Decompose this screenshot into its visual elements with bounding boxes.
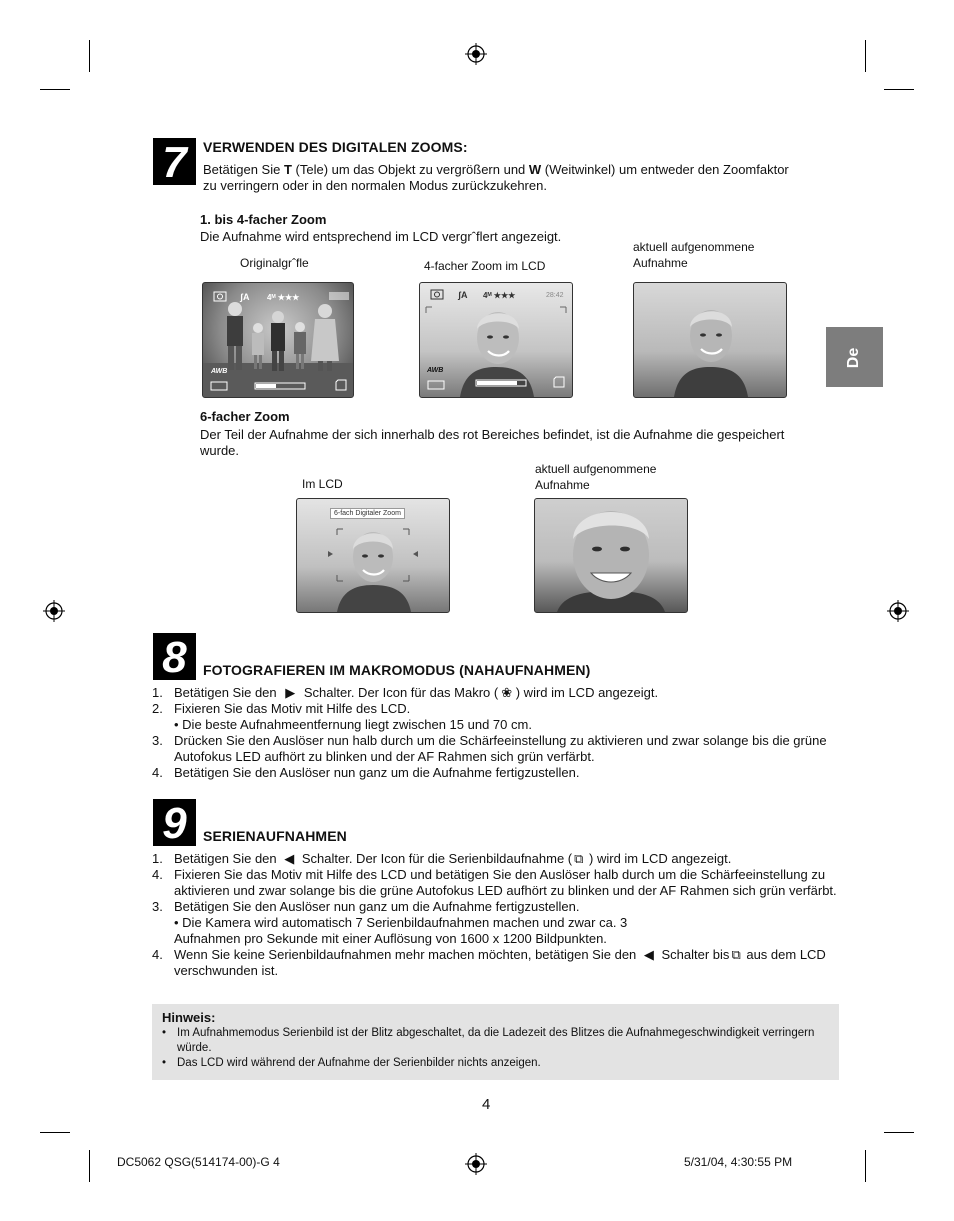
actual-captured-photo xyxy=(633,282,787,398)
note-box xyxy=(152,1004,839,1080)
step-number-7: 7 xyxy=(153,138,196,185)
play-left-icon: ◀ xyxy=(643,947,654,962)
crop-mark xyxy=(884,1132,914,1133)
list-item: 4. Fixieren Sie das Motiv mit Hilfe des LCD und betätigen Sie den Auslöser halb durch um die Schärfeeinstellung zu aktivieren und zwar solange bis die grüne Autofokus LED aufhört zu blinken und der AF Rahmen sich grün verfärbt. xyxy=(152,867,837,898)
section-heading: VERWENDEN DES DIGITALEN ZOOMS: xyxy=(203,139,468,155)
lcd-6x-zoom-photo xyxy=(296,498,450,613)
burst-mode-icon: ⧉ xyxy=(574,851,584,866)
lcd-4x-zoom-photo xyxy=(419,282,573,398)
list-item: 4. Betätigen Sie den Auslöser nun ganz um die Aufnahme fertigzustellen. xyxy=(152,765,580,780)
burst-steps-list xyxy=(152,851,842,979)
svg-text:4ᴹ ★★★: 4ᴹ ★★★ xyxy=(483,291,516,300)
crop-mark xyxy=(40,1132,70,1133)
caption-actual: aktuell aufgenommene Aufnahme xyxy=(633,240,755,270)
crop-mark xyxy=(884,89,914,90)
list-item: 1. Betätigen Sie den ▶ Schalter. Der Icon für das Makro ( ❀ ) wird im LCD angezeigt. xyxy=(152,685,659,700)
lcd-overlay xyxy=(420,283,572,397)
registration-mark-icon xyxy=(465,43,487,65)
boy-closeup-portrait xyxy=(535,499,687,612)
list-item: • Die Kamera wird automatisch 7 Serienbildaufnahmen machen und zwar ca. 3 Aufnahmen pro Sekunde mit einer Auflösung von 1600 x 1200 Bildpunkten. xyxy=(174,915,628,946)
registration-mark-icon xyxy=(887,600,909,622)
crop-mark xyxy=(40,89,70,90)
note-title: Hinweis: xyxy=(162,1010,216,1025)
intro-paragraph: Betätigen Sie T (Tele) um das Objekt zu vergrößern und W (Weitwinkel) um entweder den Zoomfaktor zu verringern oder in den normalen Modus zurückzukehren. xyxy=(203,162,789,193)
step-number-8: 8 xyxy=(153,633,196,680)
burst-mode-icon: ⧉ xyxy=(731,947,741,962)
lcd-zoom-banner: 6-fach Digitaler Zoom xyxy=(330,508,405,519)
registration-mark-icon xyxy=(43,600,65,622)
play-right-icon: ▶ xyxy=(285,685,296,700)
crop-mark xyxy=(865,40,866,72)
step-number-9: 9 xyxy=(153,799,196,846)
note-item: • Das LCD wird während der Aufnahme der Serienbilder nichts anzeigen. xyxy=(162,1056,822,1071)
svg-text:4ᴹ ★★★: 4ᴹ ★★★ xyxy=(267,293,300,302)
note-item: • Im Aufnahmemodus Serienbild ist der Blitz abgeschaltet, da die Ladezeit des Blitzes die Aufnahmegeschwindigkeit verringern würde. xyxy=(162,1026,822,1056)
note-list xyxy=(162,1026,822,1071)
zoom4-text: Die Aufnahme wird entsprechend im LCD vergrˆflert angezeigt. xyxy=(200,229,562,244)
subheading-4x-zoom: 1. bis 4-facher Zoom xyxy=(200,212,327,227)
caption-4x-lcd: 4-facher Zoom im LCD xyxy=(424,259,546,273)
play-left-icon: ◀ xyxy=(284,851,295,866)
actual-captured-closeup-photo xyxy=(534,498,688,613)
macro-steps-list xyxy=(152,685,842,781)
caption-original: Originalgrˆfle xyxy=(240,256,309,270)
macro-flower-icon: ❀ xyxy=(501,685,513,700)
section-heading: FOTOGRAFIEREN IM MAKROMODUS (NAHAUFNAHMEN) xyxy=(203,662,591,678)
lcd-overlay xyxy=(203,283,353,397)
svg-text:AWB: AWB xyxy=(427,367,444,374)
svg-text:ʃA: ʃA xyxy=(240,292,250,302)
registration-mark-icon xyxy=(465,1153,487,1175)
list-item: 3. Drücken Sie den Auslöser nun halb durch um die Schärfeeinstellung zu aktivieren und zwar solange bis die grüne Autofokus LED aufhört zu blinken und der AF Rahmen sich grün verfärbt. xyxy=(152,733,827,764)
lcd-original-photo xyxy=(202,282,354,398)
list-item: • Die beste Aufnahmeentfernung liegt zwischen 15 und 70 cm. xyxy=(174,717,532,732)
section-heading: SERIENAUFNAHMEN xyxy=(203,828,347,844)
crop-mark xyxy=(89,1150,90,1182)
language-tab xyxy=(826,327,883,387)
footer-left: DC5062 QSG(514174-00)-G 4 xyxy=(117,1155,280,1169)
list-item: 1. Betätigen Sie den ◀ Schalter. Der Icon für die Serienbildaufnahme ( ⧉ ) wird im LCD angezeigt. xyxy=(152,851,732,866)
list-item: 2. Fixieren Sie das Motiv mit Hilfe des LCD. xyxy=(152,701,411,716)
svg-text:ʃA: ʃA xyxy=(458,290,468,300)
caption-im-lcd: Im LCD xyxy=(302,477,343,491)
footer-right: 5/31/04, 4:30:55 PM xyxy=(684,1155,793,1169)
svg-text:28:42: 28:42 xyxy=(546,292,564,299)
crop-mark xyxy=(865,1150,866,1182)
list-item: 4. Wenn Sie keine Serienbildaufnahmen mehr machen möchten, betätigen Sie den ◀ Schalter bis ⧉ aus dem LCD verschwunden ist. xyxy=(152,947,826,978)
boy-portrait xyxy=(634,283,786,397)
list-item: 3. Betätigen Sie den Auslöser nun ganz um die Aufnahme fertigzustellen. xyxy=(152,899,580,914)
page-number: 4 xyxy=(482,1096,491,1113)
subheading-6x-zoom: 6-facher Zoom xyxy=(200,409,290,424)
crop-mark xyxy=(89,40,90,72)
zoom6-text: Der Teil der Aufnahme der sich innerhalb des rot Bereiches befindet, ist die Aufnahme die gespeichert wurde. xyxy=(200,427,785,458)
language-tab-label: De xyxy=(845,347,862,369)
caption-actual: aktuell aufgenommene Aufnahme xyxy=(535,462,657,492)
svg-text:AWB: AWB xyxy=(211,368,228,375)
